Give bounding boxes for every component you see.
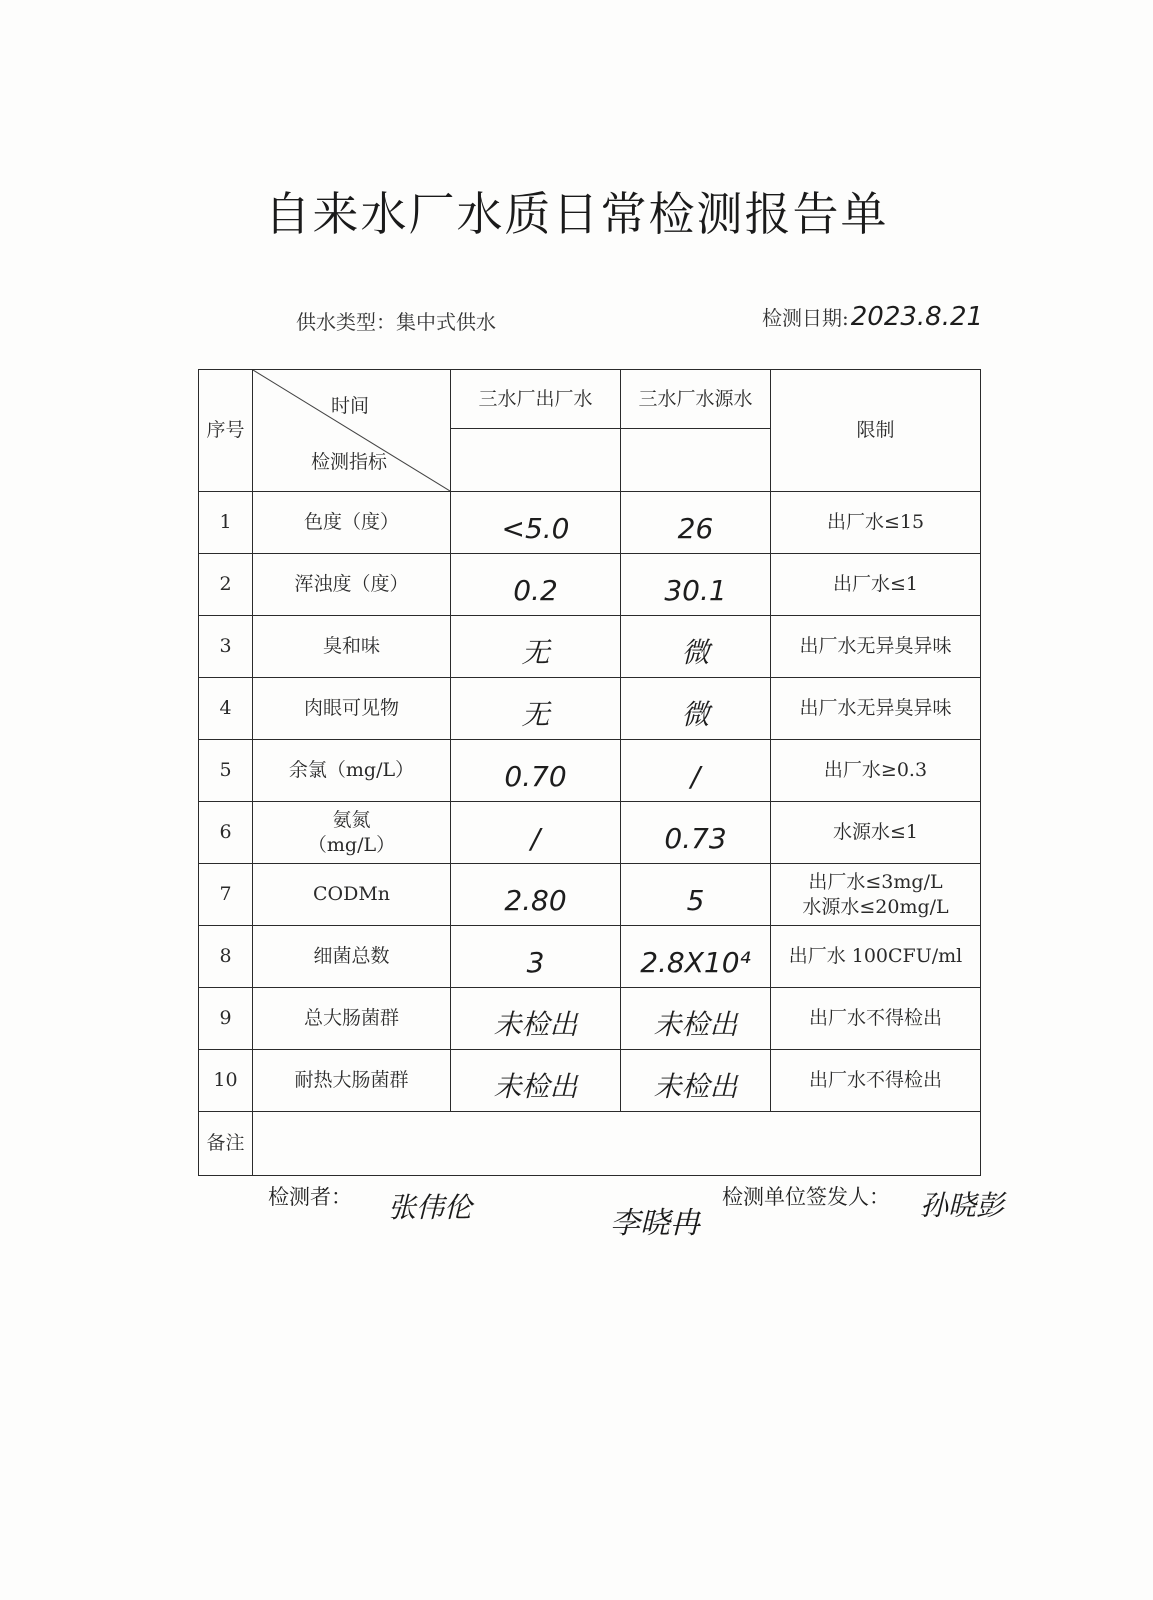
row-value-a: 无 [451, 616, 621, 678]
row-value-a: 未检出 [451, 1050, 621, 1112]
header-col-b-blank [621, 429, 771, 492]
row-limit: 出厂水无异臭异味 [771, 616, 981, 678]
report-table [198, 369, 981, 1176]
row-value-a: 未检出 [451, 988, 621, 1050]
remark-content [253, 1112, 981, 1176]
row-seq: 8 [199, 926, 253, 988]
row-value-a: 3 [451, 926, 621, 988]
row-indicator: 余氯（mg/L） [253, 740, 451, 802]
issuer-label: 检测单位签发人： [722, 1185, 890, 1209]
row-limit: 出厂水≤15 [771, 492, 981, 554]
row-indicator: 氨氮 （mg/L） [253, 802, 451, 864]
row-value-b: 5 [621, 864, 771, 926]
row-indicator: CODMn [253, 864, 451, 926]
row-limit: 出厂水≥0.3 [771, 740, 981, 802]
header-col-a-blank [451, 429, 621, 492]
row-seq: 10 [199, 1050, 253, 1112]
row-value-a: 2.80 [451, 864, 621, 926]
row-seq: 9 [199, 988, 253, 1050]
table-row [199, 1050, 981, 1112]
row-value-b: 30.1 [621, 554, 771, 616]
table-row [199, 740, 981, 802]
inspector-label: 检测者： [268, 1185, 352, 1209]
row-seq: 4 [199, 678, 253, 740]
row-seq: 6 [199, 802, 253, 864]
row-indicator: 细菌总数 [253, 926, 451, 988]
row-seq: 3 [199, 616, 253, 678]
row-limit: 出厂水不得检出 [771, 988, 981, 1050]
report-title: 自来水厂水质日常检测报告单 [264, 187, 889, 241]
row-value-b: 微 [621, 616, 771, 678]
row-indicator: 色度（度） [253, 492, 451, 554]
row-indicator: 浑浊度（度） [253, 554, 451, 616]
header-indicator: 检测指标 [311, 451, 388, 473]
row-value-b: 微 [621, 678, 771, 740]
table-row [199, 492, 981, 554]
table-row [199, 988, 981, 1050]
issuer-signature: 孙晓彭 [920, 1189, 1005, 1222]
test-date-label: 检测日期: [762, 306, 849, 330]
row-value-b: 2.8X10⁴ [621, 926, 771, 988]
inspector-signature-1: 张伟伦 [388, 1191, 473, 1224]
header-diagonal-cell [253, 370, 451, 492]
table-row [199, 926, 981, 988]
header-time: 时间 [331, 395, 370, 417]
row-value-b: 26 [621, 492, 771, 554]
row-indicator: 耐热大肠菌群 [253, 1050, 451, 1112]
row-indicator: 总大肠菌群 [253, 988, 451, 1050]
row-seq: 7 [199, 864, 253, 926]
row-value-b: 0.73 [621, 802, 771, 864]
supply-type: 供水类型：集中式供水 [296, 310, 496, 334]
table-row [199, 678, 981, 740]
table-row [199, 802, 981, 864]
row-value-b: / [621, 740, 771, 802]
row-limit: 水源水≤1 [771, 802, 981, 864]
remark-row [199, 1112, 981, 1176]
table-row [199, 616, 981, 678]
row-indicator: 肉眼可见物 [253, 678, 451, 740]
row-limit: 出厂水≤1 [771, 554, 981, 616]
row-indicator: 臭和味 [253, 616, 451, 678]
table-row [199, 864, 981, 926]
inspector-signature-2: 李晓冉 [610, 1206, 700, 1241]
header-col-b: 三水厂水源水 [621, 370, 771, 429]
test-date-value: 2023.8.21 [850, 302, 984, 332]
row-value-b: 未检出 [621, 1050, 771, 1112]
row-seq: 2 [199, 554, 253, 616]
table-row [199, 554, 981, 616]
header-seq: 序号 [199, 370, 253, 492]
row-value-a: / [451, 802, 621, 864]
header-col-a: 三水厂出厂水 [451, 370, 621, 429]
remark-label: 备注 [199, 1112, 253, 1176]
row-seq: 5 [199, 740, 253, 802]
row-value-a: 无 [451, 678, 621, 740]
row-limit: 出厂水无异臭异味 [771, 678, 981, 740]
row-value-a: <5.0 [451, 492, 621, 554]
row-value-a: 0.2 [451, 554, 621, 616]
row-value-b: 未检出 [621, 988, 771, 1050]
test-date [762, 302, 983, 332]
row-seq: 1 [199, 492, 253, 554]
row-value-a: 0.70 [451, 740, 621, 802]
row-limit: 出厂水 100CFU/ml [771, 926, 981, 988]
header-limit: 限制 [771, 370, 981, 492]
row-limit: 出厂水不得检出 [771, 1050, 981, 1112]
row-limit: 出厂水≤3mg/L 水源水≤20mg/L [771, 864, 981, 926]
